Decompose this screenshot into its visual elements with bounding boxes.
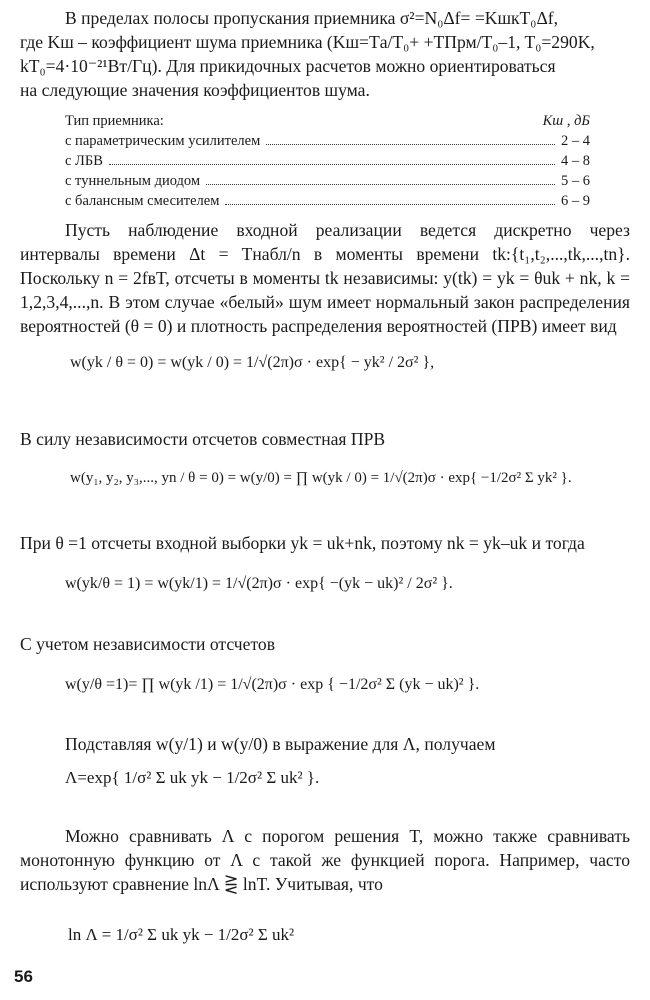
paragraph-noise-intro-line3: kT₀=4·10⁻²¹Вт/Гц). Для прикидочных расчетов можно ориентироваться [20,56,556,76]
paragraph-threshold: Можно сравнивать Λ с порогом решения T, можно также сравнивать монотонную функцию от Λ с такой же функцией порога. Например, часто используют сравнение lnΛ ⋛ lnT. Учитывая, что [20,826,630,894]
table-header-type: Тип приемника: [65,113,164,129]
formula-joint-pdf-signal: w(y/θ =1)= ∏ w(yk /1) = 1/√(2π)σ · exp { −1/2σ² Σ (yk − uk)² }. [65,676,480,693]
paragraph-discrete-observation: Пусть наблюдение входной реализации ведется дискретно через интервалы времени Δt = Tнабл/n в моменты времени tk:{t₁,t₂,...,tk,...,tn}. Поскольку n = 2fвT, отсчеты в моменты tk независимы: y(tk) = yk = θuk + nk, k = 1,2,3,4,...,n. В этом случае «белый» шум имеет нормальный закон распределения вероятностей (θ = 0) и плотность распределения вероятностей (ПРВ) имеет вид [20,220,630,336]
formula-pdf-noise: w(yk / θ = 0) = w(yk / 0) = 1/√(2π)σ · exp{ − yk² / 2σ² }, [70,354,435,371]
table-row-label: с ЛБВ [65,153,103,169]
formula-joint-pdf-noise: w(y₁, y₂, y₃,..., yn / θ = 0) = w(y/0) = ∏ w(yk / 0) = 1/√(2π)σ · exp{ −1/2σ² Σ yk² }. [70,470,572,486]
paragraph-noise-intro-line1: В пределах полосы пропускания приемника σ²=N₀Δf= =KшкT₀Δf, [65,8,559,28]
table-row [65,131,590,151]
paragraph-noise-intro-line2: где Kш – коэффициент шума приемника (Kш=Tа/T₀+ +TПрм/T₀–1, T₀=290K, [20,32,595,52]
table-header [65,111,590,131]
noise-factor-table [65,111,590,211]
paragraph-joint-pdf: В силу независимости отсчетов совместная ПРВ [20,429,386,449]
paragraph-noise-intro-line4: на следующие значения коэффициентов шума. [20,80,370,100]
paragraph-independence: С учетом независимости отсчетов [20,634,276,654]
table-row [65,191,590,211]
table-row [65,171,590,191]
table-row-label: с балансным смесителем [65,193,220,209]
table-row-label: с туннельным диодом [65,173,201,189]
table-row-value: 6 – 9 [561,193,590,209]
table-row-value: 4 – 8 [561,153,590,169]
table-row-value: 2 – 4 [561,133,590,149]
paragraph-signal-samples: При θ =1 отсчеты входной выборки yk = uk+nk, поэтому nk = yk–uk и тогда [20,533,585,553]
table-row [65,151,590,171]
page-number: 56 [14,967,33,986]
paragraph-likelihood-ratio: Подставляя w(y/1) и w(y/0) в выражение для Λ, получаем [65,734,496,754]
formula-likelihood-ratio: Λ=exp{ 1/σ² Σ uk yk − 1/2σ² Σ uk² }. [65,768,320,787]
table-row-value: 5 – 6 [561,173,590,189]
table-header-unit: Kш , дБ [542,113,590,129]
table-row-label: с параметрическим усилителем [65,133,261,149]
formula-log-likelihood: ln Λ = 1/σ² Σ uk yk − 1/2σ² Σ uk² [68,925,295,944]
formula-pdf-signal: w(yk/θ = 1) = w(yk/1) = 1/√(2π)σ · exp{ −(yk − uk)² / 2σ² }. [65,575,453,592]
